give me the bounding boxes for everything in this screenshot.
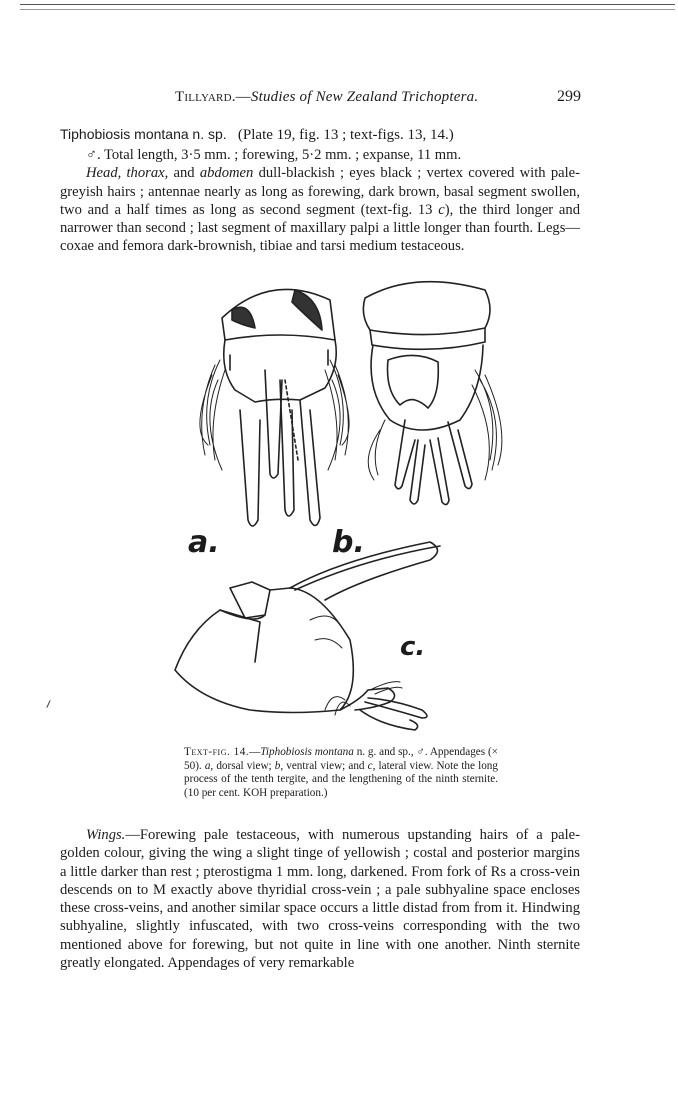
header-author: Tillyard. bbox=[175, 89, 236, 105]
figure-label-c: c. bbox=[400, 632, 426, 662]
header-separator: — bbox=[235, 89, 251, 105]
caption-text: Text-fig. 14.—Tiphobiosis montana n. g. and sp., ♂. Appendages (× 50). a, dorsal view; b, ventral view; and c, lateral view. Note the long process of the tenth tergite, and the lengthening of the ninth sternite. (10 per cent. KOH preparation.) bbox=[184, 746, 498, 799]
species-references: (Plate 19, fig. 13 ; text-figs. 13, 14.) bbox=[237, 127, 454, 143]
wings-paragraph: Wings.—Forewing pale testaceous, with numerous upstanding hairs of a pale-golden colour, giving the wing a slight tinge of yellowish ; costal and posterior margins a little darker than rest ; pterostigma 1 mm. long, darkened. From fork of Rs a cross-vein descends on to M exactly above thyridial cross-vein ; a pale subhyaline space encloses these cross-veins, and another similar space occurs a little distad from from it. Hindwing subhyaline, slightly infuscated, with two cross-veins corresponding with the two mentioned above for forewing, but not quite in line with one another. Ninth sternite greatly elongated. Appendages of very remarkable bbox=[60, 827, 580, 972]
stray-mark bbox=[46, 700, 50, 708]
species-heading bbox=[60, 126, 580, 144]
header-title: Studies of New Zealand Trichoptera. bbox=[250, 89, 479, 105]
species-status: n. sp. bbox=[192, 126, 227, 142]
figure-appendages bbox=[160, 270, 520, 740]
ventral-view-drawing bbox=[363, 282, 502, 505]
dorsal-view-drawing bbox=[200, 289, 349, 526]
figure-label-a: a. bbox=[188, 525, 220, 560]
species-name: Tiphobiosis montana bbox=[60, 126, 189, 142]
page-number: 299 bbox=[557, 88, 581, 105]
figure-label-b: b. bbox=[332, 525, 365, 560]
description-block bbox=[60, 146, 580, 256]
top-rule bbox=[20, 4, 675, 10]
appendage-drawing bbox=[160, 270, 520, 740]
head-paragraph: Head, thorax, and abdomen dull-blackish ; eyes black ; vertex covered with pale-greyish hairs ; antennae nearly as long as forewing, dark brown, basal segment swollen, two and a half times as long as second segment (text-fig. 13 c), the third longer and narrower than second ; last segment of maxillary palpi a little longer than fourth. Legs—coxae and femora dark-brownish, tibiae and tarsi medium testaceous. bbox=[60, 165, 580, 255]
wings-block bbox=[60, 826, 580, 972]
figure-caption bbox=[184, 746, 498, 800]
measurements-paragraph: ♂. Total length, 3·5 mm. ; forewing, 5·2 mm. ; expanse, 11 mm. bbox=[86, 147, 462, 163]
running-header bbox=[175, 89, 478, 106]
